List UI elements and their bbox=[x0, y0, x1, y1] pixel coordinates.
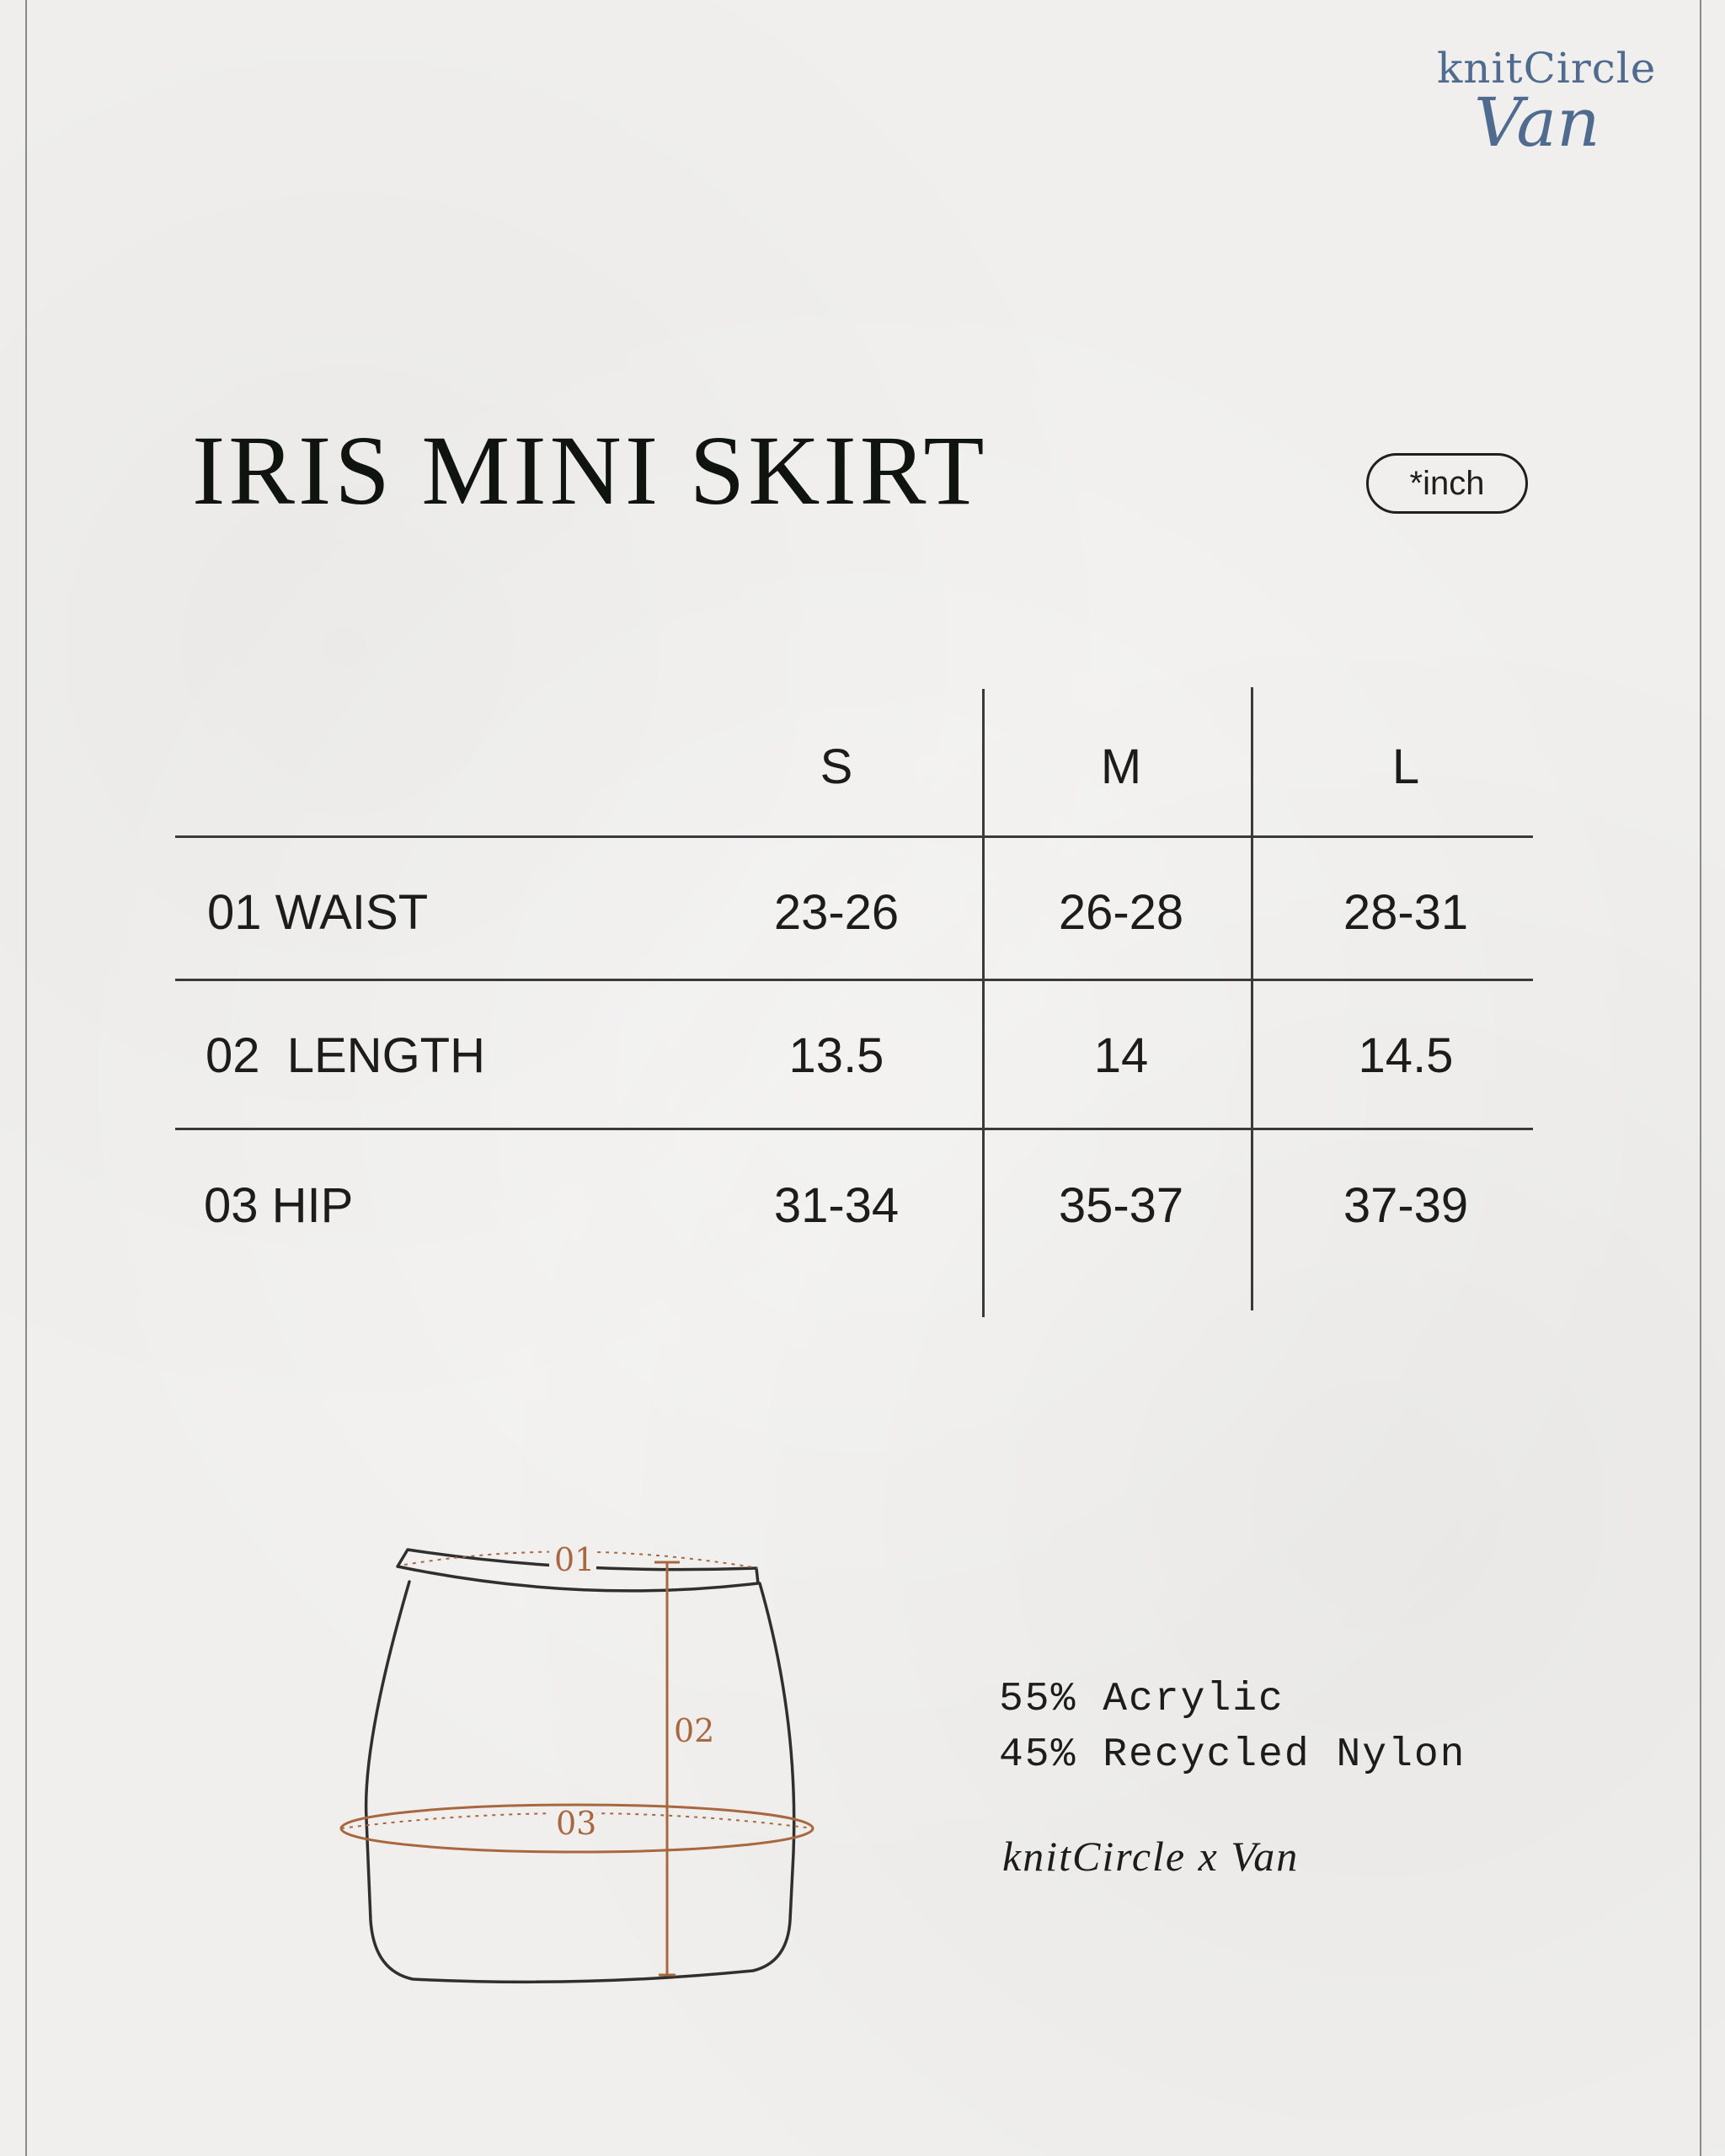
size-header-l: L bbox=[1391, 739, 1420, 794]
length-m: 14 bbox=[1093, 1028, 1149, 1083]
brand-logo bbox=[1432, 40, 1668, 162]
waist-m: 26-28 bbox=[1058, 885, 1184, 940]
hip-m: 35-37 bbox=[1058, 1178, 1184, 1233]
length-l: 14.5 bbox=[1358, 1028, 1454, 1083]
waist-l: 28-31 bbox=[1343, 885, 1469, 940]
collaboration-credit: knitCircle x Van bbox=[1002, 1833, 1300, 1880]
column-divider bbox=[982, 689, 985, 1317]
hip-s: 31-34 bbox=[773, 1178, 900, 1233]
table-divider bbox=[175, 1128, 1533, 1130]
page-title: IRIS MINI SKIRT bbox=[192, 415, 988, 526]
row-label-length: 02 LENGTH bbox=[206, 1028, 485, 1083]
size-header-s: S bbox=[820, 739, 853, 794]
hip-l: 37-39 bbox=[1343, 1178, 1469, 1233]
brand-logo-bottom: Van bbox=[1474, 83, 1600, 162]
brand-logo-top: knitCircle bbox=[1437, 44, 1657, 93]
skirt-diagram bbox=[328, 1465, 834, 2004]
measure-lines-icon bbox=[341, 1551, 813, 1975]
composition-line-2: 45% Recycled Nylon bbox=[999, 1732, 1466, 1778]
composition-line-1: 55% Acrylic bbox=[999, 1677, 1284, 1722]
unit-badge: *inch bbox=[1366, 453, 1528, 514]
length-marker-label: 02 bbox=[674, 1712, 715, 1749]
size-header-m: M bbox=[1100, 739, 1142, 794]
measure-labels bbox=[549, 1541, 714, 1842]
row-label-waist: 01 WAIST bbox=[207, 885, 429, 940]
skirt-outline-icon bbox=[366, 1550, 794, 1982]
page-border-right bbox=[1700, 0, 1701, 2156]
table-divider bbox=[175, 979, 1533, 981]
column-divider bbox=[1251, 687, 1253, 1310]
length-s: 13.5 bbox=[788, 1028, 884, 1083]
waist-marker-label: 01 bbox=[554, 1541, 595, 1578]
fabric-composition bbox=[999, 1672, 1466, 1783]
hip-marker-label: 03 bbox=[556, 1805, 597, 1842]
waist-s: 23-26 bbox=[773, 885, 900, 940]
table-divider bbox=[175, 835, 1533, 838]
row-label-hip: 03 HIP bbox=[204, 1178, 354, 1233]
page-border-left bbox=[25, 0, 27, 2156]
